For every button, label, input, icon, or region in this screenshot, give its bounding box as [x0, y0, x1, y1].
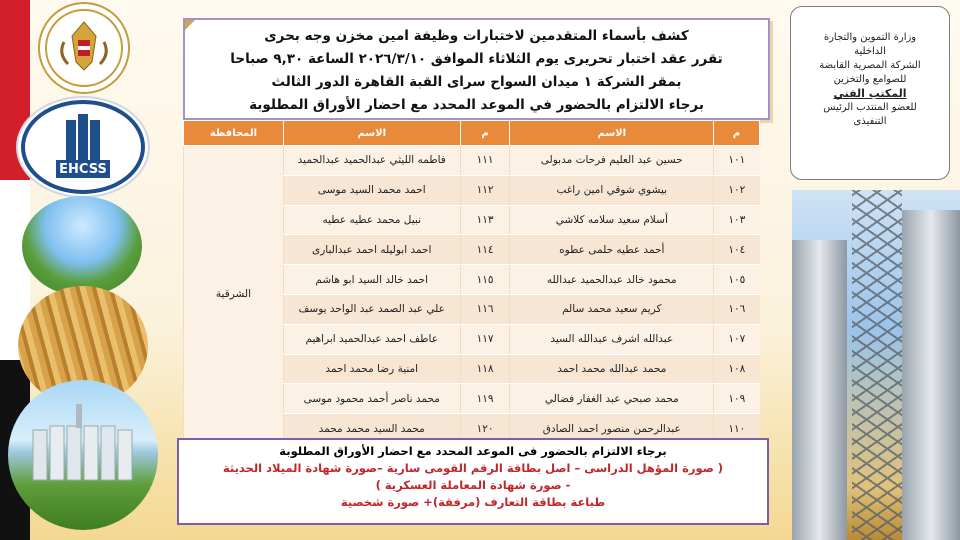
silo-tower-photo	[792, 190, 960, 540]
organization-box	[790, 6, 950, 180]
cell-num: ١١٥	[460, 265, 510, 295]
org-line: الشركة المصرية القابضة	[819, 60, 921, 71]
cell-name: علي عبد الصمد عبد الواحد يوسف	[283, 294, 460, 324]
header-location: بمقر الشركة ١ ميدان السواح سراى القبة القاهرة الدور الثالث	[271, 74, 682, 90]
cell-num: ١٠٦	[714, 294, 760, 324]
cell-num: ١٠٥	[714, 265, 760, 295]
table-header-row	[184, 121, 760, 146]
cell-name: احمد خالد السيد ابو هاشم	[283, 265, 460, 295]
cell-name: محمد صبحي عبد الغفار فضالي	[510, 384, 714, 414]
col-header-num-2: م	[460, 121, 510, 146]
footer-documents: ( صورة المؤهل الدراسى – اصل بطاقة الرقم القومى سارية –صورة شهادة الميلاد الحديثة	[222, 461, 724, 475]
header-title: كشف بأسماء المتقدمين لاختبارات وظيفة امين مخزن وجه بحرى	[264, 28, 689, 44]
cell-governorate: الشرقية	[184, 146, 284, 444]
announcement-header	[183, 18, 770, 120]
cell-name: فاطمه الليثي عبدالحميد عبدالحميد	[283, 146, 460, 176]
logo-text: EHCSS	[59, 162, 107, 177]
org-line: وزارة التموين والتجارة	[823, 32, 917, 43]
org-line: للصوامع والتخزين	[833, 74, 907, 85]
cell-name: محمود خالد عبدالحميد عبدالله	[510, 265, 714, 295]
cell-num: ١١١	[460, 146, 510, 176]
footer-id-card: طباعة بطاقة التعارف (مرفقة)+ صورة شخصية	[340, 495, 606, 509]
cell-name: احمد ابوليله احمد عبدالبارى	[283, 235, 460, 265]
table-row	[184, 146, 760, 176]
cell-name: أحمد عطيه حلمى عطوه	[510, 235, 714, 265]
col-header-num: م	[714, 121, 760, 146]
cell-name: عاطف احمد عبدالحميد ابراهيم	[283, 324, 460, 354]
cell-name: محمد عبدالله محمد احمد	[510, 354, 714, 384]
left-image-strip	[0, 0, 160, 540]
cell-num: ١٠٣	[714, 205, 760, 235]
cell-num: ١١٧	[460, 324, 510, 354]
org-line: للعضو المنتدب الرئيس	[823, 102, 917, 113]
candidates-table	[183, 120, 760, 444]
header-notice: برجاء الالتزام بالحضور في الموعد المحدد مع احضار الأوراق المطلوبة	[249, 97, 704, 113]
cell-num: ١١٤	[460, 235, 510, 265]
ministry-emblem-icon	[38, 2, 130, 94]
cell-num: ١١٩	[460, 384, 510, 414]
cell-num: ١٠٧	[714, 324, 760, 354]
cell-name: امنية رضا محمد احمد	[283, 354, 460, 384]
cell-num: ١١٦	[460, 294, 510, 324]
cell-num: ١١٣	[460, 205, 510, 235]
org-line: التنفيذى	[853, 116, 887, 127]
footer-notice: برجاء الالتزام بالحضور فى الموعد المحدد مع احضار الأوراق المطلوبة	[279, 444, 667, 458]
cell-num: ١٠٩	[714, 384, 760, 414]
cell-num: ١٠١	[714, 146, 760, 176]
cell-name: محمد السيد محمد محمد	[283, 414, 460, 444]
cell-num: ١١٢	[460, 175, 510, 205]
cell-num: ١١٨	[460, 354, 510, 384]
cell-name: عبدالرحمن منصور احمد الصادق	[510, 414, 714, 444]
org-line: الداخلية	[854, 46, 886, 57]
cell-num: ١٠٤	[714, 235, 760, 265]
col-header-governorate: المحافظة	[184, 121, 284, 146]
silos-photo	[8, 380, 158, 530]
cell-name: عبدالله اشرف عبدالله السيد	[510, 324, 714, 354]
cell-name: حسين عبد العليم فرحات مدبولى	[510, 146, 714, 176]
ehcss-logo	[18, 98, 148, 196]
col-header-name: الاسم	[510, 121, 714, 146]
cell-name: أسلام سعيد سلامه كلاشي	[510, 205, 714, 235]
requirements-footer	[177, 438, 769, 525]
cell-num: ١٠٢	[714, 175, 760, 205]
footer-military: - صورة شهادة المعاملة العسكرية )	[375, 478, 571, 492]
col-header-name-2: الاسم	[283, 121, 460, 146]
cell-num: ١١٠	[714, 414, 760, 444]
header-exam-date: تقرر عقد اختبار تحريرى يوم الثلاثاء الموافق ٢٠٢٦/٣/١٠ الساعة ٩,٣٠ صباحا	[230, 51, 723, 67]
org-office: المكتب الفني	[833, 87, 907, 100]
cell-name: كريم سعيد محمد سالم	[510, 294, 714, 324]
cell-name: بيشوي شوقي امين راغب	[510, 175, 714, 205]
cell-name: محمد ناصر أحمد محمود موسى	[283, 384, 460, 414]
cell-name: نبيل محمد عطيه عطيه	[283, 205, 460, 235]
cell-name: احمد محمد السيد موسى	[283, 175, 460, 205]
cell-num: ١٠٨	[714, 354, 760, 384]
irrigation-field-photo	[22, 196, 142, 296]
cell-num: ١٢٠	[460, 414, 510, 444]
